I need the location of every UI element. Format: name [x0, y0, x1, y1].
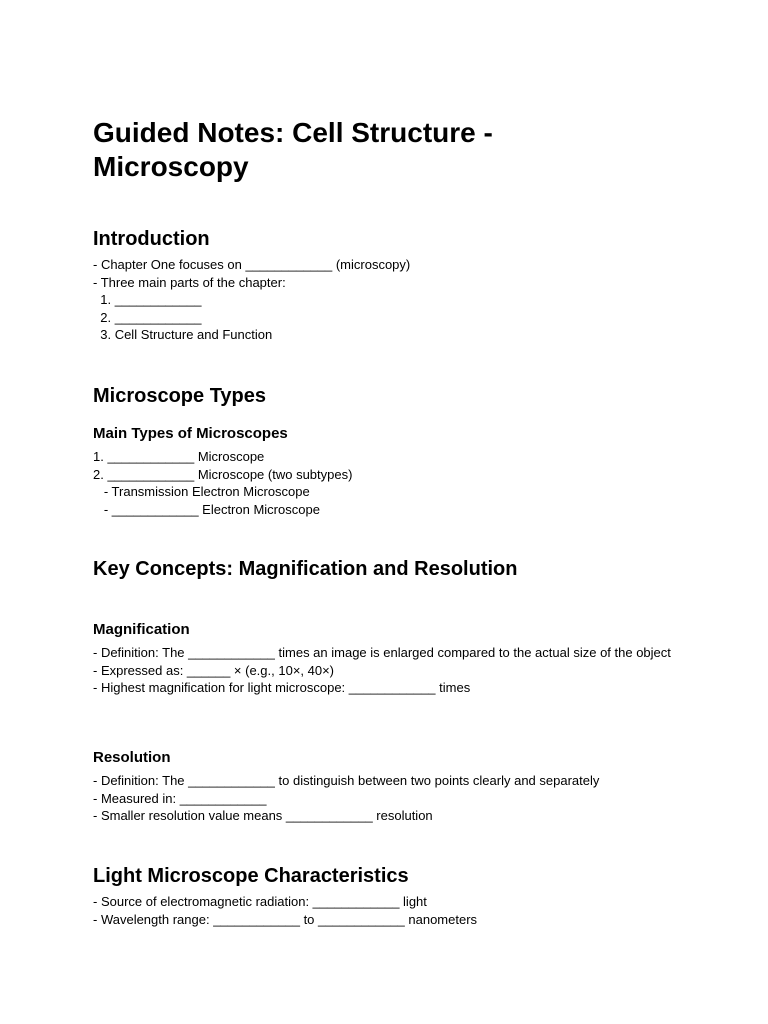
note-line: - Definition: The ____________ to distinguish between two points clearly and separately	[93, 773, 600, 788]
microscope-types-notes	[93, 448, 673, 518]
note-line: 1. ____________	[93, 292, 202, 308]
section-heading-key-concepts: Key Concepts: Magnification and Resolution	[93, 558, 518, 580]
note-line: 2. ____________	[93, 309, 202, 325]
note-line: - Source of electromagnetic radiation: ____________ light	[93, 894, 427, 909]
note-line: - Expressed as: ______ × (e.g., 10×, 40×)	[93, 662, 335, 678]
light-microscope-notes	[93, 893, 673, 928]
page-title: Guided Notes: Cell Structure - Microscopy	[93, 117, 493, 182]
resolution-notes	[93, 772, 673, 825]
note-line: - Wavelength range: ____________ to ____________ nanometers	[93, 911, 478, 927]
subheading-magnification: Magnification	[93, 621, 190, 638]
note-line: - Highest magnification for light microscope: ____________ times	[93, 680, 471, 696]
magnification-notes	[93, 644, 673, 697]
note-line: - Transmission Electron Microscope	[93, 484, 310, 500]
section-heading-light-microscope: Light Microscope Characteristics	[93, 865, 409, 887]
subheading-resolution: Resolution	[93, 749, 171, 766]
note-line: 3. Cell Structure and Function	[93, 327, 273, 343]
note-line: - Chapter One focuses on ____________ (microscopy)	[93, 257, 411, 272]
note-line: - Measured in: ____________	[93, 790, 267, 806]
section-heading-microscope-types: Microscope Types	[93, 385, 267, 407]
note-line: 1. ____________ Microscope	[93, 449, 265, 464]
note-line: - Smaller resolution value means ____________ resolution	[93, 808, 433, 824]
note-line: - Three main parts of the chapter:	[93, 274, 286, 290]
introduction-notes	[93, 256, 673, 344]
subheading-main-types: Main Types of Microscopes	[93, 425, 288, 442]
note-line: 2. ____________ Microscope (two subtypes)	[93, 466, 353, 482]
note-line: - ____________ Electron Microscope	[93, 501, 320, 517]
section-heading-introduction: Introduction	[93, 228, 210, 250]
note-line: - Definition: The ____________ times an image is enlarged compared to the actual size of the object	[93, 645, 671, 660]
